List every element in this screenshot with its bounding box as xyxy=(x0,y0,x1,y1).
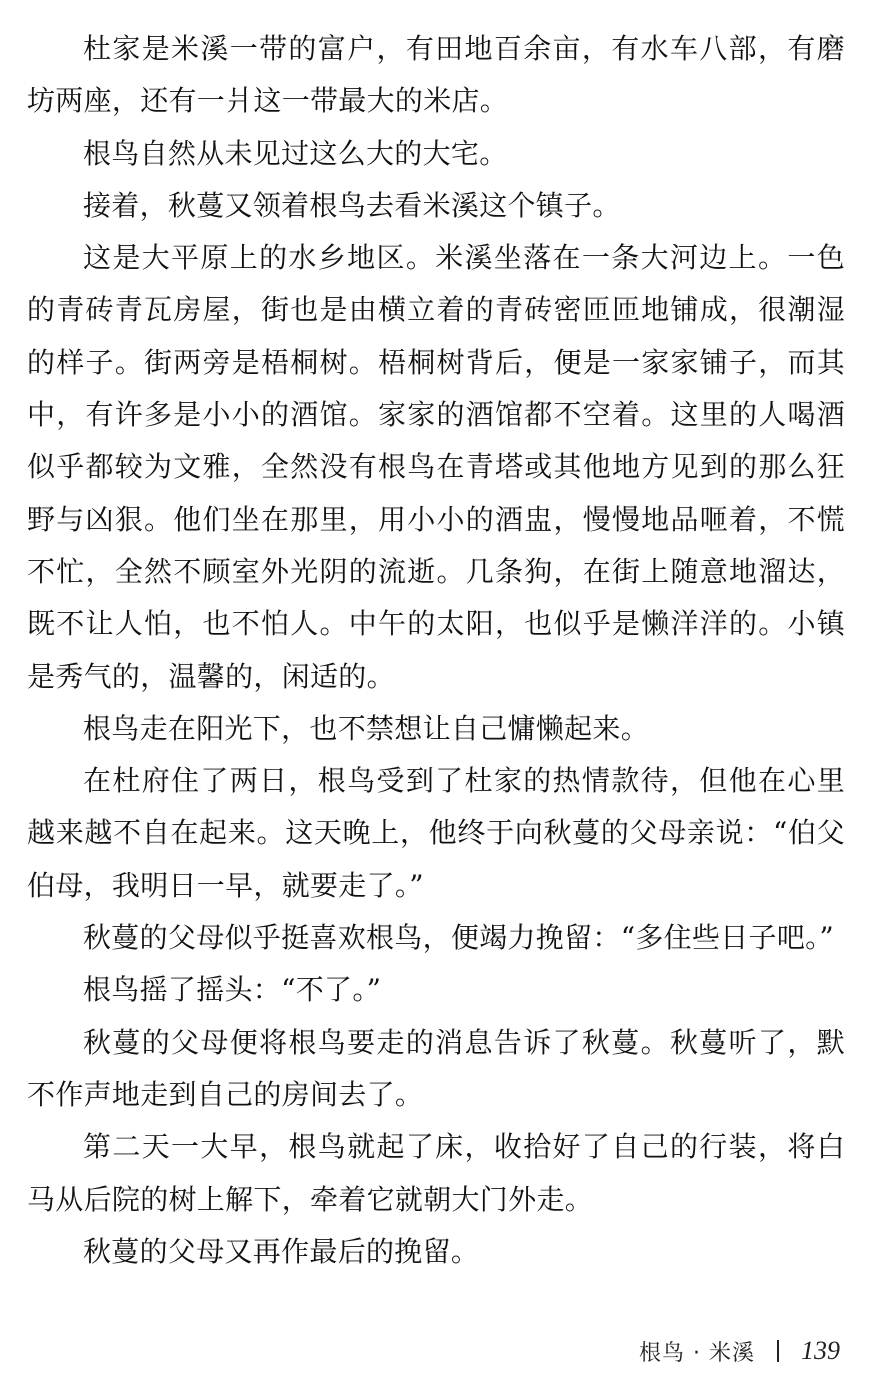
paragraph: 秋蔓的父母似乎挺喜欢根鸟，便竭力挽留：“多住些日子吧。” xyxy=(83,921,835,955)
paragraph: 第二天一大早，根鸟就起了床，收拾好了自己的行装，将白马从后院的树上解下，牵着它就朝大门外走。 xyxy=(27,1130,845,1216)
paragraph: 这是大平原上的水乡地区。米溪坐落在一条大河边上。一色的青砖青瓦房屋，街也是由横立着的青砖密匝匝地铺成，很潮湿的样子。街两旁是梧桐树。梧桐树背后，便是一家家铺子，而其中，有许多是小小的酒馆。家家的酒馆都不空着。这里的人喝酒似乎都较为文雅，全然没有根鸟在青塔或其他地方见到的那么狂野与凶狠。他们坐在那里，用小小的酒盅，慢慢地品咂着，不慌不忙，全然不顾室外光阴的流逝。几条狗，在街上随意地溜达，既不让人怕，也不怕人。中午的太阳，也似乎是懒洋洋的。小镇是秀气的，温馨的，闲适的。 xyxy=(27,241,845,693)
paragraph: 根鸟走在阳光下，也不禁想让自己慵懒起来。 xyxy=(83,711,650,745)
footer-divider xyxy=(777,1340,779,1362)
paragraph: 在杜府住了两日，根鸟受到了杜家的热情款待，但他在心里越来越不自在起来。这天晚上，他终于向秋蔓的父母亲说：“伯父伯母，我明日一早，就要走了。” xyxy=(27,764,845,902)
paragraph: 秋蔓的父母又再作最后的挽留。 xyxy=(83,1234,480,1268)
paragraph: 根鸟摇了摇头：“不了。” xyxy=(83,973,382,1007)
paragraph: 秋蔓的父母便将根鸟要走的消息告诉了秋蔓。秋蔓听了，默不作声地走到自己的房间去了。 xyxy=(27,1025,845,1111)
paragraph: 根鸟自然从未见过这么大的大宅。 xyxy=(83,136,508,170)
running-head: 根鸟 · 米溪 xyxy=(639,1340,755,1366)
paragraph: 接着，秋蔓又领着根鸟去看米溪这个镇子。 xyxy=(83,188,621,222)
paragraph: 杜家是米溪一带的富户，有田地百余亩，有水车八部，有磨坊两座，还有一爿这一带最大的米店。 xyxy=(27,32,845,118)
page-body xyxy=(27,23,845,1278)
page-number: 139 xyxy=(801,1336,840,1365)
page-footer xyxy=(639,1333,840,1369)
